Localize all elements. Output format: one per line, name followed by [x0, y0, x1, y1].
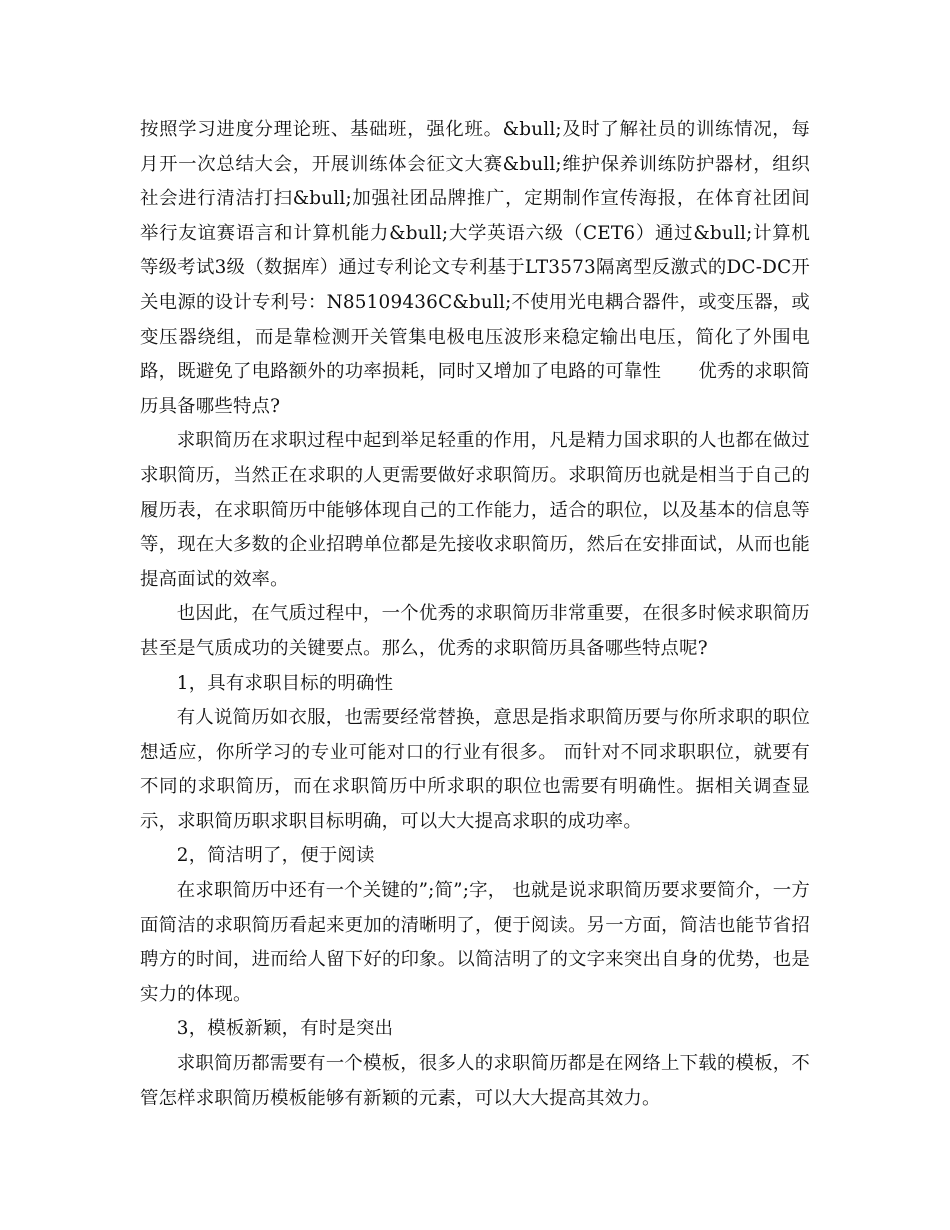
paragraph-template: 求职简历都需要有一个模板，很多人的求职简历都是在网络上下载的模板，不管怎样求职简历模板能够有新颖的元素，可以大大提高其效力。	[140, 1053, 810, 1109]
section-heading-3: 3，模板新颖，有时是突出	[176, 1018, 394, 1040]
document-body	[140, 113, 810, 1116]
paragraph-goal-clarity: 有人说简历如衣服，也需要经常替换，意思是指求职简历要与你所求职的职位想适应，你所学习的专业可能对口的行业有很多。 而针对不同求职职位，就要有不同的求职简历，而在求职简历中所求职的职位也需要有明确性。据相关调查显示，求职简历职求职目标明确，可以大大提高求职的成功率。	[140, 707, 810, 832]
paragraph-concise: 在求职简历中还有一个关键的”;简”;字， 也就是说求职简历要求要简介，一方面简洁的求职简历看起来更加的清晰明了，便于阅读。另一方面，简洁也能节省招聘方的时间，进而给人留下好的印象。以简洁明了的文字来突出自身的优势，也是实力的体现。	[140, 880, 810, 1005]
section-heading-2: 2，简洁明了，便于阅读	[176, 845, 375, 867]
section-heading-1: 1，具有求职目标的明确性	[176, 672, 394, 694]
paragraph-resume-importance: 求职简历在求职过程中起到举足轻重的作用，凡是精力国求职的人也都在做过求职简历，当然正在求职的人更需要做好求职简历。求职简历也就是相当于自己的履历表，在求职简历中能够体现自己的工作能力，适合的职位，以及基本的信息等等，现在大多数的企业招聘单位都是先接收求职简历，然后在安排面试，从而也能提高面试的效率。	[140, 430, 810, 590]
paragraph-resume-key-points: 也因此，在气质过程中，一个优秀的求职简历非常重要，在很多时候求职简历甚至是气质成功的关键要点。那么，优秀的求职简历具备哪些特点呢?	[140, 603, 810, 659]
paragraph-intro-continued: 按照学习进度分理论班、基础班，强化班。&bull;及时了解社员的训练情况，每月开一次总结大会，开展训练体会征文大赛&bull;维护保养训练防护器材，组织社会进行清洁打扫&bull;加强社团品牌推广，定期制作宣传海报，在体育社团间举行友谊赛语言和计算机能力&bull;大学英语六级（CET6）通过&bull;计算机等级考试3级（数据库）通过专利论文专利基于LT3573隔离型反激式的DC-DC开关电源的设计专利号：N85109436C&bull;不使用光电耦合器件，或变压器，或变压器绕组，而是靠检测开关管集电极电压波形来稳定输出电压，简化了外围电路，既避免了电路额外的功率损耗，同时又增加了电路的可靠性 优秀的求职简历具备哪些特点?	[140, 119, 810, 417]
